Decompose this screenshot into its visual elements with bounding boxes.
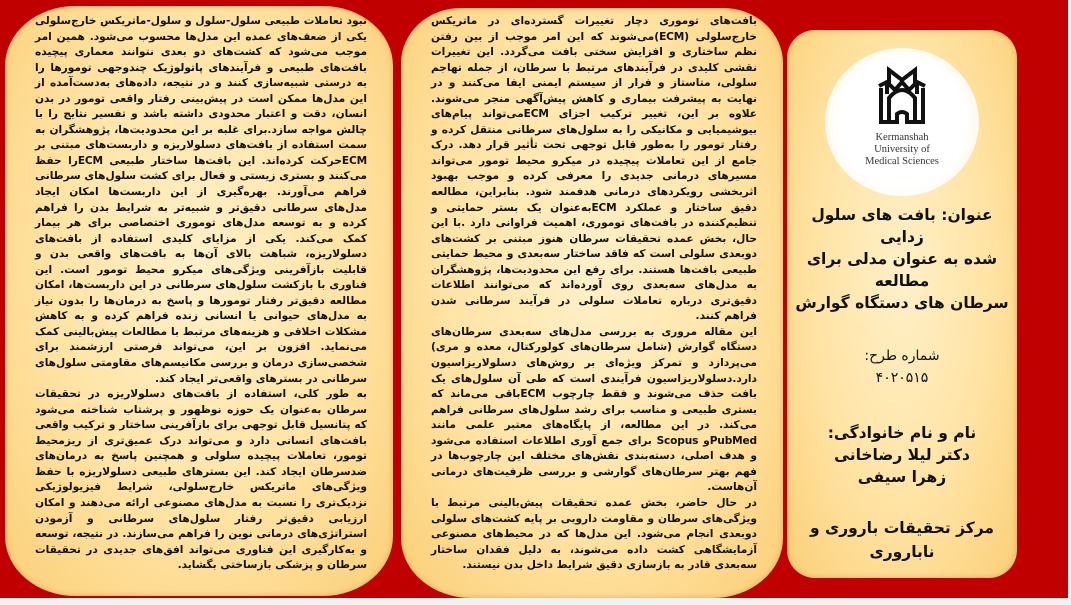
- author-name-2: زهرا سیفی: [857, 468, 947, 486]
- authors-block: [787, 422, 1017, 488]
- title-line-2: شده به عنوان مدلی برای مطالعه: [806, 250, 998, 290]
- research-center-line-2: ناباروری: [869, 543, 935, 561]
- title-line-3: سرطان های دستگاه گوارش: [795, 294, 1009, 312]
- plan-number-value: ۴۰۲۰۵۱۵: [875, 370, 929, 386]
- middle-paragraph-3: در حال حاضر، بخش عمده تحقیقات پیش‌بالینی مرتبط با ویژگی‌های سرطان و مقاومت دارویی بر پایه کشت‌های سلولی دوبعدی انجام می‌شود. این مدل‌ها که در محیط‌های مصنوعی آزمایشگاهی کشت داده می‌شوند، به دلیل فقدان ساختار سه‌بعدی قادر به بازسازی دقیق شرایط داخل بدن نیستند.: [431, 496, 757, 572]
- kums-university-logo-icon: [875, 64, 929, 128]
- logo-caption-line-3: Medical Sciences: [865, 156, 939, 167]
- research-center-line-1: مرکز تحقیقات باروری و: [809, 519, 995, 537]
- middle-column-body: [431, 14, 757, 574]
- left-column-body: [35, 14, 367, 574]
- left-text-panel: [5, 6, 393, 596]
- research-center-name: [787, 516, 1017, 564]
- plan-number-label: شماره طرح:: [864, 348, 940, 364]
- middle-text-panel: [401, 8, 783, 598]
- authors-label: نام و نام خانوادگی:: [827, 424, 977, 442]
- university-logo: [825, 48, 979, 196]
- middle-paragraph-1: بافت‌های توموری دچار تغییرات گسترده‌ای در ماتریکس خارج‌سلولی (ECM)می‌شوند که این امر موجب از بین رفتن نظم ساختاری و افزایش سختی بافت می‌گردد. این تغییرات نقشی کلیدی در فرآیندهای مرتبط با سرطان، از جمله تهاجم سلولی، متاستاز و فرار از سیستم ایمنی ایفا می‌کنند و در نهایت به پیشرفت بیماری و کاهش پیش‌آگهی منجر می‌شوند. علاوه بر این، تغییر ترکیب اجزای ECMمی‌تواند پیام‌های بیوشیمیایی و مکانیکی را به سلول‌های سرطانی منتقل کرده و رفتار تومور را به‌طور قابل توجهی تحت تأثیر قرار دهد. درک جامع از این تعاملات پیچیده در میکرو محیط تومور می‌تواند مسیرهای درمانی جدیدی را معرفی کرده و موجب بهبود اثربخشی رویکردهای درمانی هدفمند شود. بنابراین، مطالعه دقیق ساختار و عملکرد ECMبه‌عنوان یک بستر حمایتی و تنظیم‌کننده در بافت‌های توموری، اهمیت فراوانی دارد .با این حال، بخش عمده تحقیقات سرطان هنوز مبتنی بر کشت‌های دوبعدی سلولی است که فاقد ساختار سه‌بعدی و محیط حمایتی طبیعی بافت‌ها هستند. برای رفع این محدودیت‌ها، پژوهشگران به مدل‌های سه‌بعدی روی آورده‌اند که می‌توانند اطلاعات دقیق‌تری درباره تعاملات سلولی در فرآیند سرطانی شدن فراهم کنند.: [431, 15, 757, 323]
- left-paragraph-2: به طور کلی، استفاده از بافت‌های دسلولاریزه در تحقیقات سرطان به‌عنوان یک حوزه نوظهور و پرشتاب شناخته می‌شود که پتانسیل قابل توجهی برای بازآفرینی ساختار و ترکیب واقعی بافت‌های انسانی دارد و می‌تواند درک عمیق‌تری از ریزمحیط تومور، تعاملات پیچیده سلولی و همچنین پاسخ به درمان‌های ضدسرطان ایجاد کند. این بسترهای طبیعی دسلولاریزه با حفظ ویژگی‌های ماتریکس خارج‌سلولی، شرایط فیزیولوژیکی نزدیک‌تری را نسبت به مدل‌های مصنوعی ارائه می‌دهند و امکان ارزیابی دقیق‌تر رفتار سلول‌های سرطانی و آزمودن استراتژی‌های درمانی نوین را فراهم می‌سازند. در نتیجه، توسعه و به‌کارگیری این فناوری می‌تواند افق‌های جدیدی در تحقیقات سرطان و پزشکی بازساختی بگشاید.: [35, 388, 367, 572]
- logo-caption-line-2: University of: [874, 144, 930, 155]
- title-line-1: عنوان: بافت های سلول زدایی: [811, 206, 993, 246]
- middle-paragraph-2: این مقاله مروری به بررسی مدل‌های سه‌بعدی سرطان‌های دستگاه گوارش (شامل سرطان‌های کولورکتال، معده و مری) می‌پردازد و تمرکز ویژه‌ای بر روش‌های دسلولاریزاسیون دارد.دسلولاریزاسیون فرآیندی است که طی آن سلول‌های یک بافت حذف می‌شوند و فقط چارچوب ECMباقی می‌ماند که بستری طبیعی و مناسب برای رشد سلول‌های سرطانی فراهم می‌کند. در این مطالعه، از پایگاه‌های معتبر علمی مانند PubMedو Scopus برای جمع آوری اطلاعات استفاده می‌شود و هدف اصلی، دسته‌بندی نقش‌های مختلف این چارچوب‌ها در فهم بهتر سرطان‌های گوارشی و بررسی ظرفیت‌های درمانی آن‌هاست.: [431, 325, 757, 494]
- left-paragraph-1: نبود تعاملات طبیعی سلول-سلول و سلول-ماتریکس خارج‌سلولی یکی از ضعف‌های عمده این مدل‌ها محسوب می‌شود. همین امر موجب می‌شود که کشت‌های دو بعدی نتوانند معماری پیچیده بافت‌های طبیعی و فرآیندهای پاتولوژیک چندوجهی تومورها را به درستی شبیه‌سازی کنند و در نتیجه، داده‌های به‌دست‌آمده از این مدل‌ها ممکن است در پیش‌بینی رفتار واقعی تومور در بدن انسان، دقت و اعتبار محدودی داشته باشد و تفسیر نتایج را با چالش مواجه سازد.برای غلبه بر این محدودیت‌ها، پژوهشگران به سمت استفاده از بافت‌های دسلولاریزه و داربست‌های مبتنی بر ECMحرکت کرده‌اند. این بافت‌ها ساختار طبیعی ECMرا حفظ می‌کنند و بستری زیستی و فعال برای کشت سلول‌های سرطانی فراهم می‌آورند. بهره‌گیری از این داربست‌ها امکان ایجاد مدل‌های سرطانی دقیق‌تر و شبیه‌تر به شرایط بدن را فراهم کرده و به توسعه مدل‌های توموری اختصاصی برای هر بیمار کمک می‌کند. یکی از مزایای کلیدی استفاده از بافت‌های دسلولاریزه، شباهت بالای آن‌ها به بافت‌های واقعی بدن و قابلیت بازآفرینی ویژگی‌های میکرو محیط تومور است. این فناوری با بازکشت سلول‌های سرطانی در این داربست‌ها، امکان مطالعه دقیق‌تر رفتار تومورها و پاسخ به درمان‌ها را بدون نیاز به مدل‌های حیوانی یا انسانی زنده فراهم کرده و به کاهش مشکلات اخلاقی و هزینه‌های مرتبط با مطالعات پیش‌بالینی کمک می‌نماید. افزون بر این، می‌تواند فرصتی ارزشمند برای شخصی‌سازی درمان و بررسی مکانیسم‌های مقاومتی سلول‌های سرطانی در بسترهای واقعی‌تر ایجاد کند.: [35, 15, 367, 385]
- university-logo-caption: [825, 132, 979, 168]
- author-name-1: دکتر لیلا رضاخانی: [834, 446, 970, 464]
- logo-caption-line-1: Kermanshah: [875, 132, 929, 143]
- title-sidebar-panel: [787, 30, 1017, 578]
- poster-title: [793, 204, 1011, 314]
